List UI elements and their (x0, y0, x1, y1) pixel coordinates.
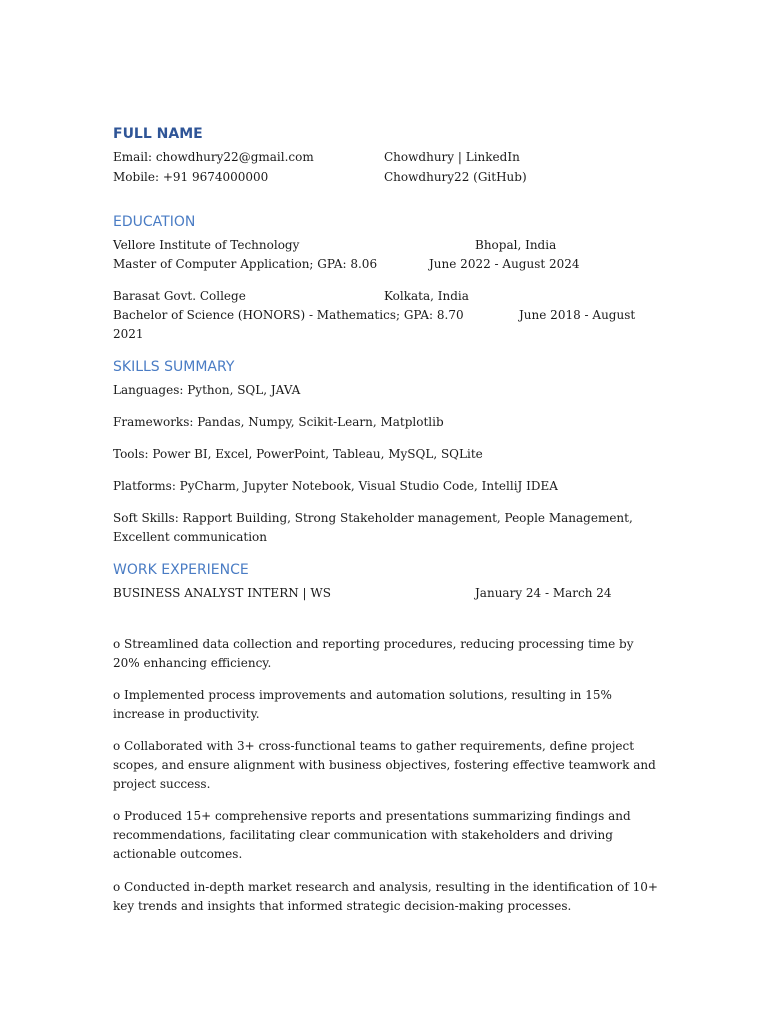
education-location-1: Bhopal, India (475, 238, 557, 252)
education-degree-2: Bachelor of Science (HONORS) - Mathematics; GPA: 8.70 (113, 308, 464, 322)
mobile-text: Mobile: +91 9674000000 (113, 170, 269, 184)
experience-bullet: o Implemented process improvements and automation solutions, resulting in 15% increase in productivity. (113, 688, 612, 721)
education-dates-1: June 2022 - August 2024 (429, 257, 580, 271)
full-name-heading: FULL NAME (113, 126, 203, 142)
experience-bullet: o Conducted in-depth market research and analysis, resulting in the identification of 10+ key trends and insights that informed strategic decision-making processes. (113, 880, 658, 913)
education-degree-1: Master of Computer Application; GPA: 8.06 (113, 257, 378, 271)
experience-heading: WORK EXPERIENCE (113, 562, 249, 578)
experience-bullet: o Produced 15+ comprehensive reports and presentations summarizing findings and recommendations, facilitating clear communication with stakeholders and driving actionable outcomes. (113, 809, 631, 861)
skills-tools: Tools: Power BI, Excel, PowerPoint, Tableau, MySQL, SQLite (113, 447, 483, 461)
education-heading: EDUCATION (113, 214, 196, 230)
education-institution-2: Barasat Govt. College (113, 289, 246, 303)
education-dates-2: June 2018 - August (519, 308, 636, 322)
skills-platforms: Platforms: PyCharm, Jupyter Notebook, Visual Studio Code, IntelliJ IDEA (113, 479, 558, 493)
github-link[interactable]: Chowdhury22 (GitHub) (384, 170, 527, 184)
experience-role: BUSINESS ANALYST INTERN | WS (113, 586, 331, 600)
skills-languages: Languages: Python, SQL, JAVA (113, 383, 301, 397)
experience-bullet: o Streamlined data collection and reporting procedures, reducing processing time by 20% enhancing efficiency. (113, 637, 634, 670)
education-institution-1: Vellore Institute of Technology (113, 238, 300, 252)
education-location-2: Kolkata, India (384, 289, 469, 303)
linkedin-link[interactable]: Chowdhury | LinkedIn (384, 150, 520, 164)
email-text: Email: chowdhury22@gmail.com (113, 150, 314, 164)
experience-bullet: o Collaborated with 3+ cross-functional teams to gather requirements, define project scopes, and ensure alignment with business objectives, fostering effective teamwork and project success. (113, 739, 656, 791)
experience-dates: January 24 - March 24 (475, 586, 612, 600)
education-dates-2-cont: 2021 (113, 327, 144, 341)
skills-frameworks: Frameworks: Pandas, Numpy, Scikit-Learn, Matplotlib (113, 415, 444, 429)
skills-soft-skills: Soft Skills: Rapport Building, Strong Stakeholder management, People Management, Excellent communication (113, 511, 633, 544)
skills-heading: SKILLS SUMMARY (113, 359, 235, 375)
